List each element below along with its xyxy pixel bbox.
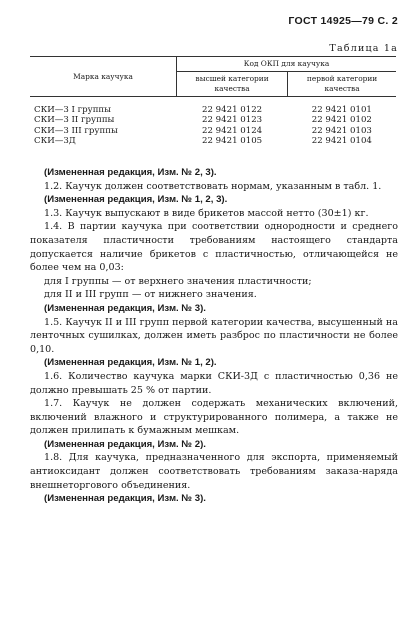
page-header: ГОСТ 14925—79 С. 2	[288, 15, 398, 27]
paragraph: 1.3. Каучук выпускают в виде брикетов массой нетто (30±1) кг.	[44, 207, 369, 219]
paragraph: для I группы — от верхнего значения пластичности;	[44, 275, 312, 287]
cell-brand: СКИ—3Д	[34, 135, 76, 146]
revision-note: (Измененная редакция, Изм. № 3).	[44, 493, 206, 505]
paragraph: 1.7. Каучук не должен содержать механических включений, включений влажного и структурированного полимера, а также не должен прилипать к бумажным мешкам.	[30, 398, 398, 437]
table-row	[30, 126, 396, 136]
column-header-first-category: первой категории качества	[288, 72, 396, 97]
paragraph: 1.8. Для каучука, предназначенного для экспорта, применяемый антиоксидант должен соответствовать требованиям заказа-наряда внешнеторгового объединения.	[30, 452, 398, 491]
cell-code-high: 22 9421 0105	[202, 135, 263, 146]
table-row	[30, 97, 396, 116]
paragraph: 1.4. В партии каучука при соответствии однородности и среднего показателя пластичности требованиям настоящего стандарта допускается наличие брикетов с пластичностью, отличающейся не более чем на 0,03:	[30, 221, 398, 274]
column-header-brand: Марка каучука	[30, 57, 177, 97]
column-header-high-category: высшей категории качества	[177, 72, 288, 97]
table-label: Таблица 1а	[329, 43, 398, 54]
cell-brand: СКИ—3 I группы	[34, 105, 111, 115]
cell-code-first: 22 9421 0102	[311, 115, 372, 126]
okp-code-table	[30, 56, 396, 146]
paragraph: для II и III групп — от нижнего значения.	[44, 289, 257, 301]
cell-code-first: 22 9421 0103	[311, 125, 372, 136]
revision-note: (Измененная редакция, Изм. № 1, 2).	[44, 357, 217, 369]
table-row	[30, 136, 396, 146]
revision-note: (Измененная редакция, Изм. № 2, 3).	[44, 167, 217, 178]
cell-code-first: 22 9421 0104	[311, 135, 372, 146]
table-body	[30, 97, 396, 147]
column-header-okp-group: Код ОКП для каучука	[177, 57, 397, 72]
body-text	[30, 166, 398, 506]
cell-code-first: 22 9421 0101	[311, 105, 372, 115]
paragraph: 1.6. Количество каучука марки СКИ-3Д с пластичностью 0,36 не должно превышать 25 % от партии.	[30, 370, 398, 396]
table-row	[30, 115, 396, 125]
cell-code-high: 22 9421 0123	[202, 115, 263, 126]
paragraph: 1.2. Каучук должен соответствовать нормам, указанным в табл. 1.	[44, 180, 382, 192]
cell-code-high: 22 9421 0124	[202, 125, 263, 136]
cell-brand: СКИ—3 III группы	[34, 125, 118, 136]
cell-code-high: 22 9421 0122	[202, 105, 263, 115]
revision-note: (Измененная редакция, Изм. № 2).	[44, 438, 206, 450]
revision-note: (Измененная редакция, Изм. № 3).	[44, 302, 206, 314]
cell-brand: СКИ—3 II группы	[34, 115, 115, 126]
paragraph: 1.5. Каучук II и III групп первой категории качества, высушенный на ленточных сушилках, должен иметь разброс по пластичности не более 0,10.	[30, 316, 398, 355]
revision-note: (Измененная редакция, Изм. № 1, 2, 3).	[44, 194, 228, 206]
